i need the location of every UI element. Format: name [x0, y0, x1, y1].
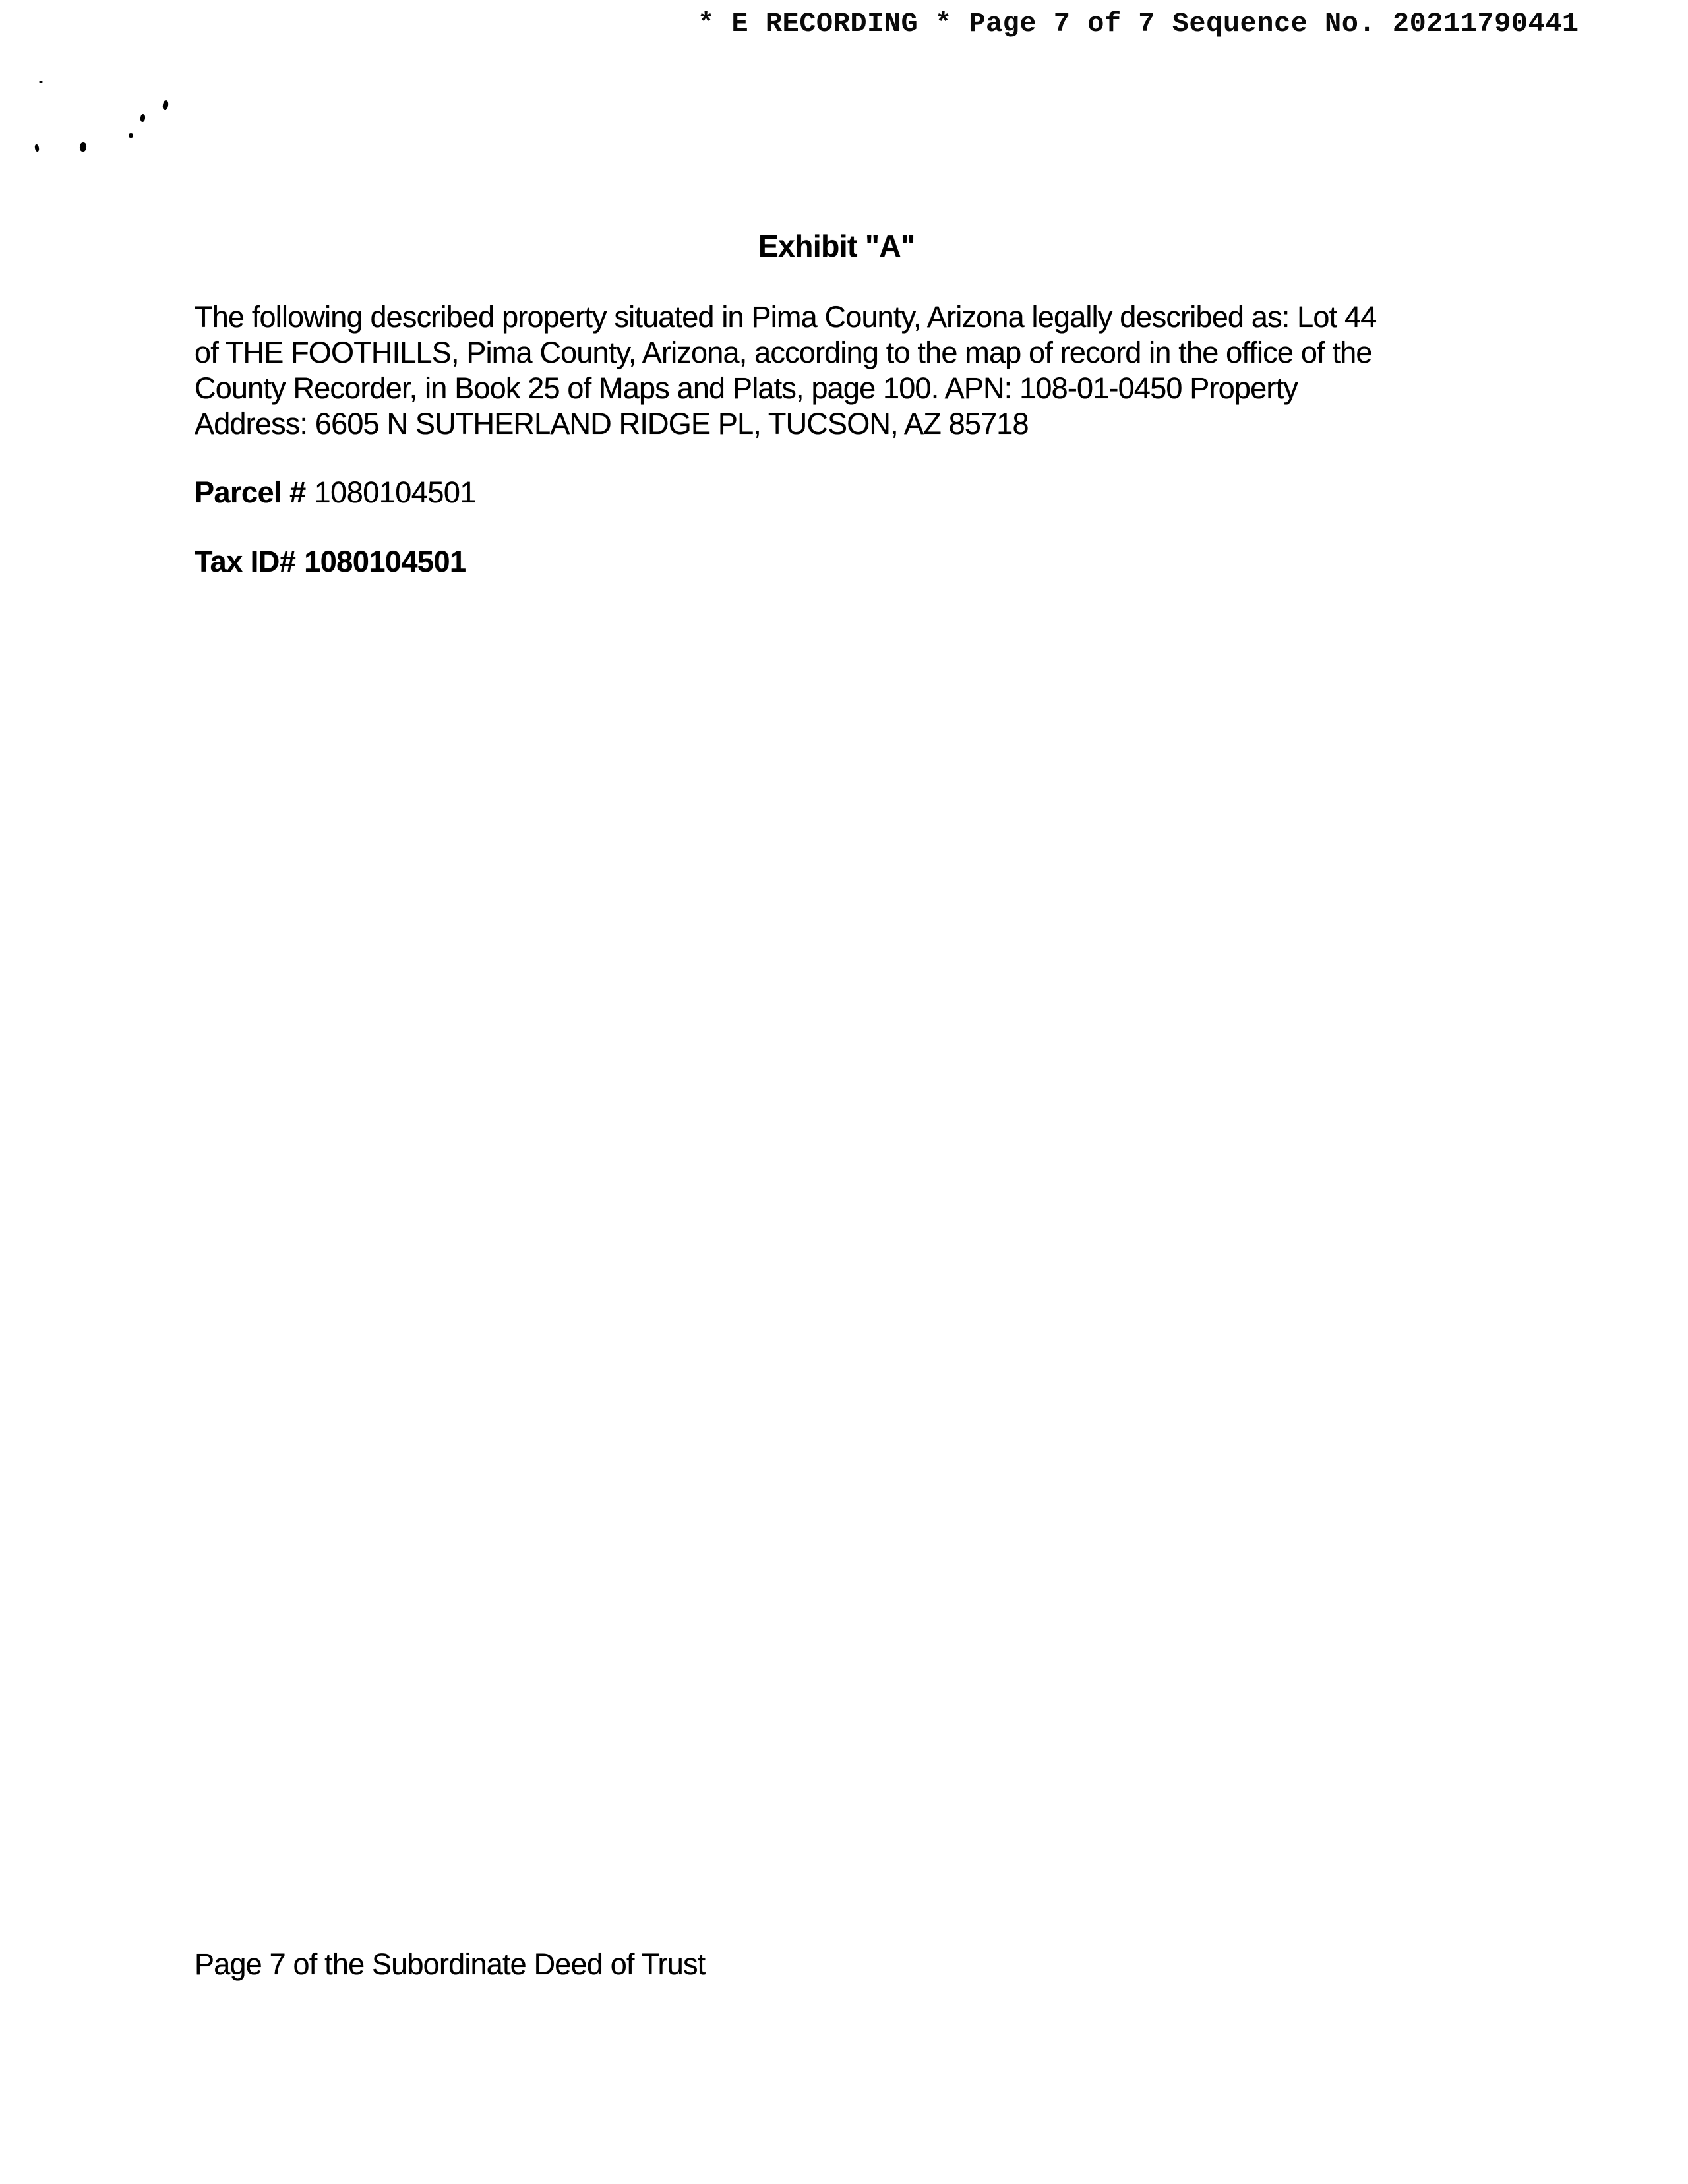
tax-id-label: Tax ID#	[195, 545, 296, 578]
scan-speckle	[129, 133, 133, 138]
scan-speckle	[34, 144, 40, 152]
exhibit-title: Exhibit "A"	[758, 229, 915, 263]
parcel-number-value: 1080104501	[314, 475, 476, 509]
parcel-number-label: Parcel #	[195, 475, 306, 509]
tax-id-line	[195, 544, 466, 580]
legal-description-paragraph	[195, 299, 1377, 442]
legal-description-line: Address: 6605 N SUTHERLAND RIDGE PL, TUCSON, AZ 85718	[195, 407, 1029, 440]
parcel-number-line	[195, 475, 476, 510]
legal-description-line: of THE FOOTHILLS, Pima County, Arizona, according to the map of record in the office of the	[195, 336, 1372, 369]
page-footer: Page 7 of the Subordinate Deed of Trust	[195, 1947, 706, 1981]
e-recording-header: * E RECORDING * Page 7 of 7 Sequence No. 20211790441	[698, 8, 1579, 40]
scan-speckle	[140, 114, 145, 123]
legal-description-line: The following described property situated in Pima County, Arizona legally described as: Lot 44	[195, 300, 1377, 334]
legal-description-line: County Recorder, in Book 25 of Maps and Plats, page 100. APN: 108-01-0450 Property	[195, 371, 1298, 405]
scan-speckle	[39, 81, 43, 83]
tax-id-value: 1080104501	[304, 545, 466, 578]
scan-speckle	[79, 142, 86, 152]
scan-speckle	[162, 100, 169, 111]
